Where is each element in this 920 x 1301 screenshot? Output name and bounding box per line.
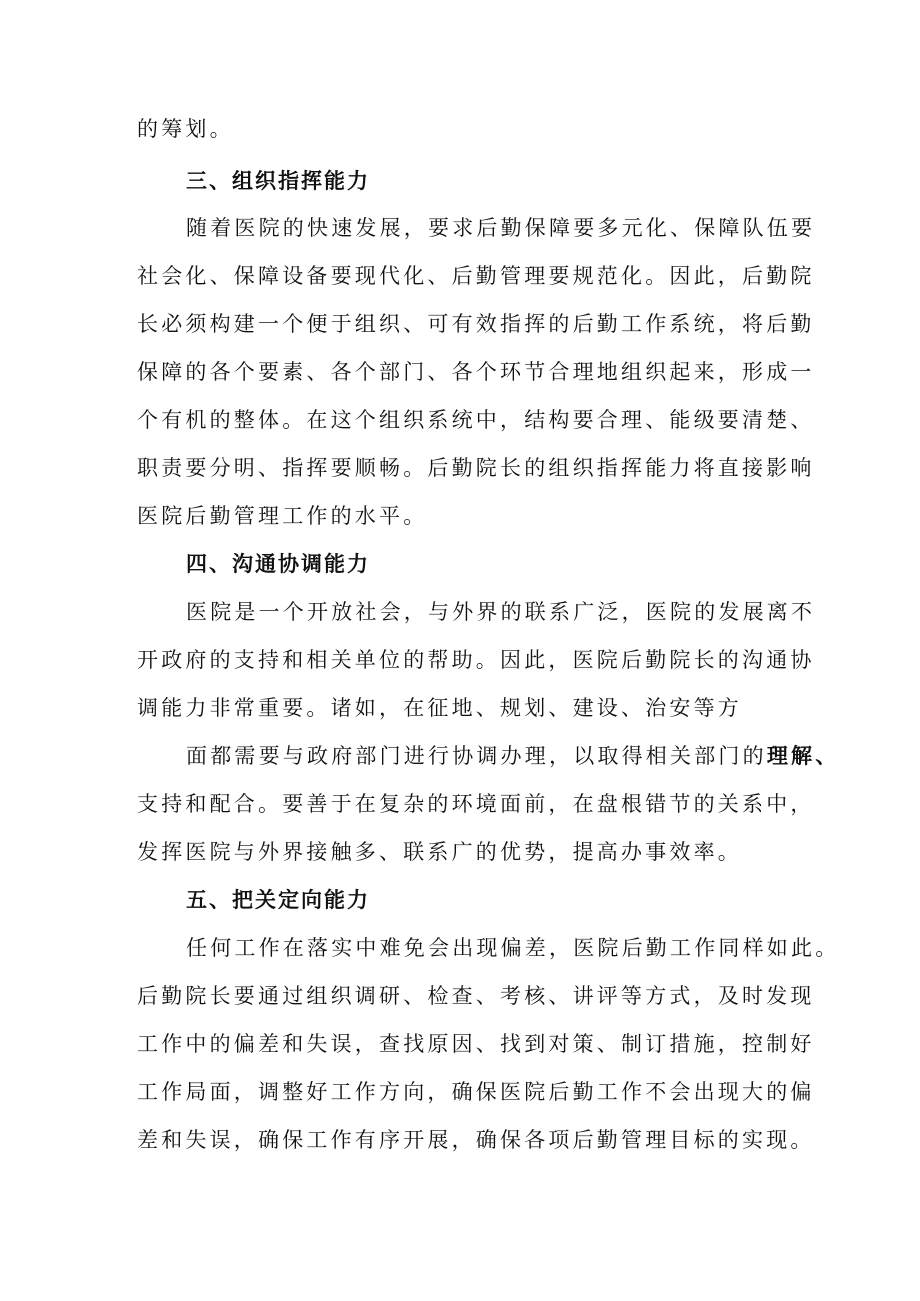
bold-text: 理解、 [766, 743, 840, 768]
paragraph-line: 调能力非常重要。诸如，在征地、规划、建设、治安等方 [137, 696, 742, 720]
section-heading-5: 五、把关定向能力 [186, 888, 370, 912]
paragraph-line: 支持和配合。要善于在复杂的环境面前，在盘根错节的关系中， [137, 792, 815, 816]
paragraph-line: 医院后勤管理工作的水平。 [137, 504, 428, 528]
line-text: 面都需要与政府部门进行协调办理，以取得相关部门的 [186, 744, 767, 768]
paragraph-line: 发挥医院与外界接触多、联系广的优势，提高办事效率。 [137, 840, 742, 864]
paragraph-line: 开政府的支持和相关单位的帮助。因此，医院后勤院长的沟通协 [137, 648, 815, 672]
paragraph-line: 医院是一个开放社会，与外界的联系广泛，医院的发展离不 [186, 600, 816, 624]
section-heading-3: 三、组织指挥能力 [186, 169, 370, 193]
paragraph-line: 差和失误，确保工作有序开展，确保各项后勤管理目标的实现。 [137, 1128, 815, 1152]
paragraph-line: 后勤院长要通过组织调研、检查、考核、讲评等方式，及时发现 [137, 984, 815, 1008]
paragraph-line [186, 741, 839, 771]
paragraph-line: 职责要分明、指挥要顺畅。后勤院长的组织指挥能力将直接影响 [137, 456, 815, 480]
paragraph-line: 长必须构建一个便于组织、可有效指挥的后勤工作系统，将后勤 [137, 312, 815, 336]
paragraph-line: 随着医院的快速发展，要求后勤保障要多元化、保障队伍要 [186, 216, 816, 240]
paragraph-line: 个有机的整体。在这个组织系统中，结构要合理、能级要清楚、 [137, 408, 815, 432]
paragraph-line: 工作中的偏差和失误，查找原因、找到对策、制订措施，控制好 [137, 1032, 815, 1056]
paragraph-line: 任何工作在落实中难免会出现偏差，医院后勤工作同样如此。 [186, 936, 840, 960]
section-heading-4: 四、沟通协调能力 [186, 552, 370, 576]
paragraph-line: 社会化、保障设备要现代化、后勤管理要规范化。因此，后勤院 [137, 264, 815, 288]
paragraph-line: 工作局面，调整好工作方向，确保医院后勤工作不会出现大的偏 [137, 1080, 815, 1104]
paragraph-line: 的筹划。 [137, 117, 234, 141]
paragraph-line: 保障的各个要素、各个部门、各个环节合理地组织起来，形成一 [137, 360, 815, 384]
